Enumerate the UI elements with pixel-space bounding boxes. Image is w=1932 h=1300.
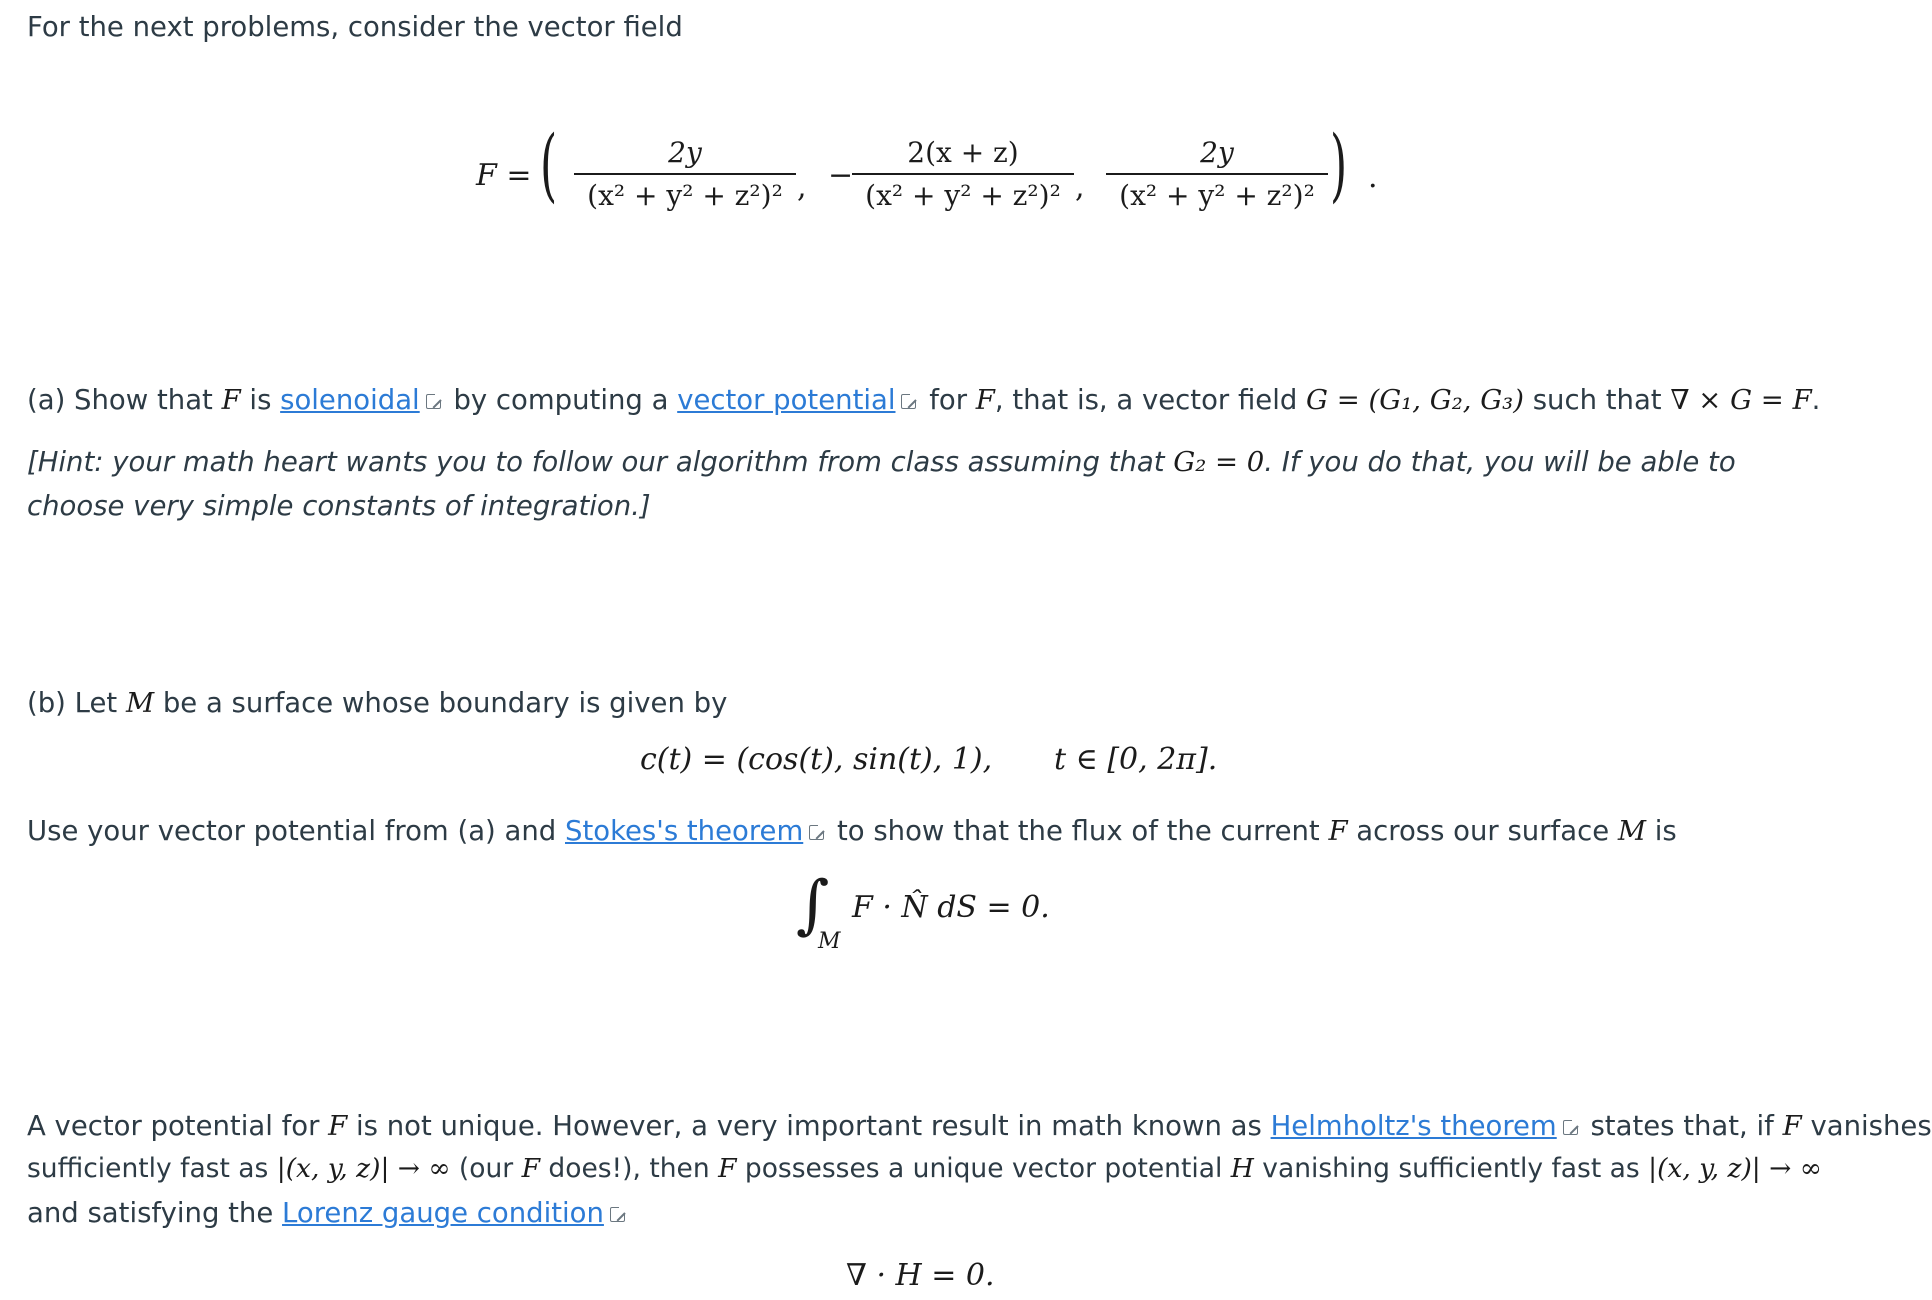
- external-link-icon: [426, 394, 441, 409]
- helmholtz-line-3: and satisfying the Lorenz gauge condition: [27, 1192, 629, 1234]
- integral-sign: ∫: [796, 868, 830, 942]
- helmholtz-line-2: sufficiently fast as |(x, y, z)| → ∞ (our F does!), then F possesses a unique vector potential H vanishing sufficiently fast as |(x, y, z)| → ∞: [27, 1153, 1822, 1184]
- external-link-icon: [809, 825, 824, 840]
- field-lhs: F =: [476, 158, 532, 193]
- solenoidal-link[interactable]: solenoidal: [280, 384, 420, 416]
- comma-1: ,: [797, 170, 807, 205]
- helmholtz-line-1: A vector potential for F is not unique. However, a very important result in math known as Helmholtz's theorem states that, if F vanishes: [27, 1110, 1932, 1142]
- lorenz-gauge-link[interactable]: Lorenz gauge condition: [282, 1197, 604, 1229]
- lorenz-gauge-equation: ∇ · H = 0.: [846, 1258, 995, 1293]
- close-paren: ): [1330, 118, 1348, 211]
- field-component-1: 2y (x² + y² + z²)²: [574, 136, 796, 212]
- external-link-icon: [1563, 1120, 1578, 1135]
- period: .: [1368, 160, 1378, 195]
- part-a-text: (a) Show that F is solenoidal by computing a vector potential for F, that is, a vector field G = (G₁, G₂, G₃) such that ∇ × G = F.: [27, 384, 1821, 416]
- comma-2: ,: [1075, 170, 1085, 205]
- parameter-range: t ∈ [0, 2π].: [1054, 742, 1218, 777]
- hint-text: [Hint: your math heart wants you to follow our algorithm from class assuming that G₂ = 0. If you do that, you will be able to choose very simple constants of integration.]: [27, 446, 1736, 522]
- intro-text: For the next problems, consider the vector field: [27, 11, 683, 43]
- stokes-theorem-link[interactable]: Stokes's theorem: [565, 815, 804, 847]
- integrand: F · N̂ dS = 0.: [852, 890, 1050, 925]
- field-component-3: 2y (x² + y² + z²)²: [1106, 136, 1328, 212]
- vector-potential-link[interactable]: vector potential: [677, 384, 896, 416]
- field-component-2: 2(x + z) (x² + y² + z²)²: [852, 136, 1074, 212]
- boundary-curve-equation: c(t) = (cos(t), sin(t), 1),: [640, 742, 993, 777]
- open-paren: (: [540, 118, 558, 211]
- external-link-icon: [901, 394, 916, 409]
- external-link-icon: [610, 1207, 625, 1222]
- part-b-instruction: Use your vector potential from (a) and Stokes's theorem to show that the flux of the current F across our surface M is: [27, 815, 1677, 847]
- part-b-text: (b) Let M be a surface whose boundary is given by: [27, 687, 728, 719]
- integral-subscript: M: [818, 929, 841, 954]
- minus-sign: −: [828, 158, 854, 193]
- helmholtz-theorem-link[interactable]: Helmholtz's theorem: [1270, 1110, 1557, 1142]
